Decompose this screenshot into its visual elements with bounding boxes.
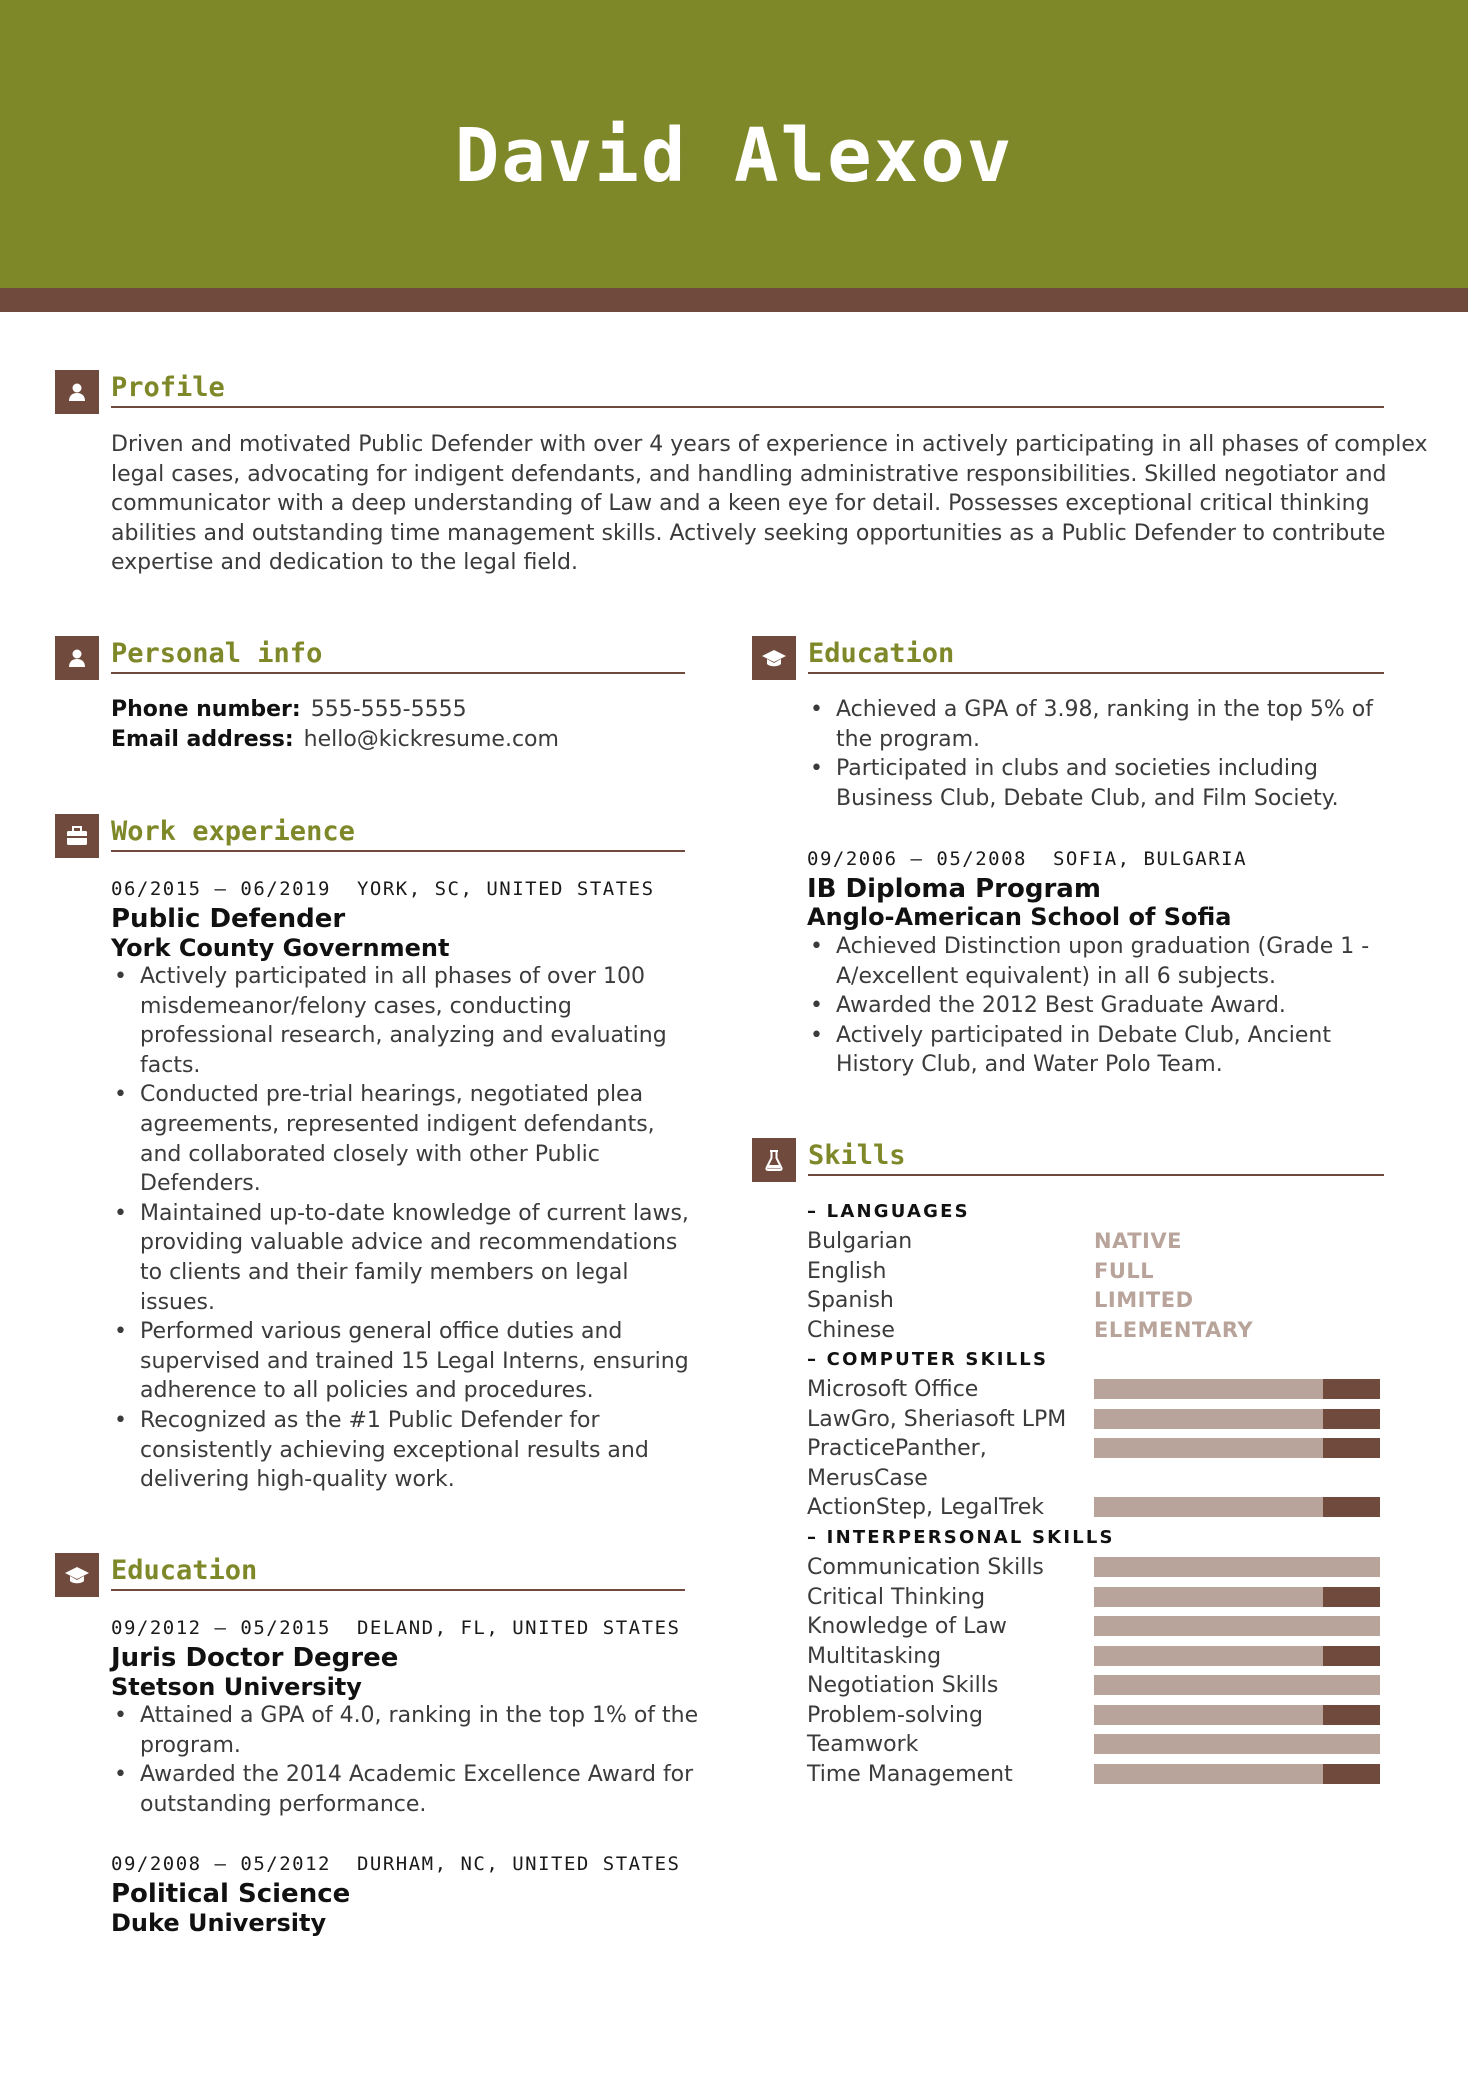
- job-bullets: [111, 962, 691, 1495]
- interpersonal-skills-category: – INTERPERSONAL SKILLS: [807, 1527, 1115, 1548]
- phone-label: Phone number:: [111, 697, 301, 722]
- section-rule: [111, 672, 685, 674]
- skill-level-bar: [1094, 1557, 1380, 1577]
- list-item: • Actively participated in all phases of over 100 misdemeanor/felony cases, conducting professional research, analyzing and evaluating facts.: [111, 962, 691, 1080]
- language-level: NATIVE: [1094, 1229, 1182, 1253]
- work-section-header: [55, 814, 685, 858]
- section-title: Skills: [808, 1140, 906, 1171]
- language-name: Chinese: [807, 1318, 895, 1343]
- skills-section-header: [752, 1138, 1384, 1182]
- skill-name: Knowledge of Law: [807, 1614, 1007, 1639]
- education-meta: [807, 847, 1247, 871]
- job-location: YORK, SC, UNITED STATES: [356, 878, 655, 900]
- skill-bar-marker: [1323, 1438, 1380, 1458]
- profile-line: communicator with a deep understanding of Law and a keen eye for detail. Possesses exceptional critical thinking: [111, 491, 1370, 517]
- list-item: • Performed various general office duties and supervised and trained 15 Legal Interns, ensuring adherence to all policies and procedures.: [111, 1317, 691, 1406]
- skill-name: LawGro, Sheriasoft LPM: [807, 1407, 1067, 1432]
- skill-name: PracticePanther, MerusCase: [807, 1436, 987, 1491]
- language-level: LIMITED: [1094, 1288, 1194, 1312]
- skill-level-bar: [1094, 1409, 1380, 1429]
- section-title: Personal info: [111, 638, 323, 669]
- section-rule: [808, 1174, 1384, 1176]
- skill-level-bar: [1094, 1675, 1380, 1695]
- email-label: Email address:: [111, 727, 294, 752]
- phone-row: [111, 695, 467, 725]
- job-meta: [111, 877, 655, 901]
- computer-skills-category: – COMPUTER SKILLS: [807, 1349, 1049, 1370]
- job-dates: 06/2015 – 06/2019: [111, 878, 331, 900]
- personal-info-section-header: [55, 636, 685, 680]
- list-item: • Attained a GPA of 4.0, ranking in the top 1% of the program.: [111, 1701, 701, 1760]
- user-icon: [55, 370, 99, 414]
- list-item: • Maintained up-to-date knowledge of current laws, providing valuable advice and recommendations to clients and their family members on legal issues.: [111, 1199, 691, 1317]
- header-divider-band: [0, 288, 1468, 312]
- skill-name: Communication Skills: [807, 1555, 1044, 1580]
- skill-name: Microsoft Office: [807, 1377, 979, 1402]
- education-meta: [111, 1852, 680, 1876]
- profile-section-header: [55, 370, 1384, 414]
- user-icon: [55, 636, 99, 680]
- job-title: Public Defender: [111, 904, 346, 934]
- education-location: DELAND, FL, UNITED STATES: [356, 1617, 681, 1639]
- skill-level-bar: [1094, 1497, 1380, 1517]
- language-name: Bulgarian: [807, 1229, 913, 1254]
- section-rule: [111, 1589, 685, 1591]
- degree-title: Juris Doctor Degree: [111, 1643, 399, 1673]
- profile-line: legal cases, advocating for indigent defendants, and handling administrative responsibilities. Skilled negotiator and: [111, 461, 1387, 487]
- section-rule: [111, 850, 685, 852]
- skill-name: Multitasking: [807, 1644, 942, 1669]
- language-name: English: [807, 1259, 887, 1284]
- list-item: • Achieved Distinction upon graduation (Grade 1 - A/excellent equivalent) in all 6 subjects.: [807, 932, 1382, 991]
- education-section-header: [55, 1553, 685, 1597]
- section-title: Work experience: [111, 816, 355, 847]
- briefcase-icon: [55, 814, 99, 858]
- skill-bar-marker: [1323, 1764, 1380, 1784]
- skill-name: Time Management: [807, 1762, 1013, 1787]
- education-bullets: [111, 1701, 701, 1819]
- list-item: • Participated in clubs and societies including Business Club, Debate Club, and Film Society.: [807, 754, 1387, 813]
- education-location: DURHAM, NC, UNITED STATES: [356, 1853, 681, 1875]
- skill-name: ActionStep, LegalTrek: [807, 1495, 1044, 1520]
- skill-bar-marker: [1323, 1705, 1380, 1725]
- email-row: [111, 725, 559, 755]
- profile-summary: [111, 430, 1428, 578]
- education-dates: 09/2006 – 05/2008: [807, 848, 1027, 870]
- section-title: Education: [111, 1555, 258, 1586]
- skill-name: Critical Thinking: [807, 1585, 986, 1610]
- skill-level-bar: [1094, 1438, 1380, 1458]
- education-bullets: [807, 932, 1382, 1080]
- degree-title: IB Diploma Program: [807, 874, 1101, 904]
- skill-bar-marker: [1323, 1409, 1380, 1429]
- phone-value: 555-555-5555: [310, 697, 467, 722]
- candidate-name: David Alexov: [454, 113, 1014, 199]
- list-item: • Actively participated in Debate Club, Ancient History Club, and Water Polo Team.: [807, 1021, 1382, 1080]
- skill-level-bar: [1094, 1379, 1380, 1399]
- languages-category: – LANGUAGES: [807, 1201, 970, 1222]
- skill-level-bar: [1094, 1764, 1380, 1784]
- list-item: • Achieved a GPA of 3.98, ranking in the top 5% of the program.: [807, 695, 1387, 754]
- list-item: • Awarded the 2012 Best Graduate Award.: [807, 991, 1382, 1021]
- school-name: Anglo-American School of Sofia: [807, 903, 1232, 931]
- skill-bar-marker: [1323, 1587, 1380, 1607]
- graduation-cap-icon: [752, 636, 796, 680]
- list-item: • Awarded the 2014 Academic Excellence Award for outstanding performance.: [111, 1760, 701, 1819]
- skill-level-bar: [1094, 1587, 1380, 1607]
- section-rule: [111, 406, 1384, 408]
- education-location: SOFIA, BULGARIA: [1052, 848, 1248, 870]
- flask-icon: [752, 1138, 796, 1182]
- language-name: Spanish: [807, 1288, 894, 1313]
- profile-line: expertise and dedication to the legal field.: [111, 550, 578, 576]
- skill-name: Problem-solving: [807, 1703, 983, 1728]
- language-level: FULL: [1094, 1259, 1155, 1283]
- education-bullets: [807, 695, 1387, 813]
- degree-title: Political Science: [111, 1879, 351, 1909]
- education-section-header: [752, 636, 1384, 680]
- education-dates: 09/2008 – 05/2012: [111, 1853, 331, 1875]
- profile-line: Driven and motivated Public Defender with over 4 years of experience in actively participating in all phases of complex: [111, 432, 1428, 457]
- graduation-cap-icon: [55, 1553, 99, 1597]
- skill-level-bar: [1094, 1705, 1380, 1725]
- skill-name: Teamwork: [807, 1732, 919, 1757]
- skill-bar-marker: [1323, 1379, 1380, 1399]
- profile-line: abilities and outstanding time management skills. Actively seeking opportunities as a Public Defender to contribute: [111, 520, 1386, 546]
- skill-name: Negotiation Skills: [807, 1673, 999, 1698]
- list-item: • Conducted pre-trial hearings, negotiated plea agreements, represented indigent defendants, and collaborated closely with other Public Defenders.: [111, 1080, 691, 1198]
- section-title: Education: [808, 638, 955, 669]
- list-item: • Recognized as the #1 Public Defender for consistently achieving exceptional results and delivering high-quality work.: [111, 1406, 691, 1495]
- skill-bar-marker: [1323, 1646, 1380, 1666]
- skill-level-bar: [1094, 1646, 1380, 1666]
- school-name: Duke University: [111, 1909, 327, 1937]
- skill-bar-marker: [1323, 1497, 1380, 1517]
- school-name: Stetson University: [111, 1673, 362, 1701]
- skill-level-bar: [1094, 1734, 1380, 1754]
- education-meta: [111, 1616, 680, 1640]
- section-title: Profile: [111, 372, 225, 403]
- job-employer: York County Government: [111, 934, 450, 962]
- education-dates: 09/2012 – 05/2015: [111, 1617, 331, 1639]
- email-value: hello@kickresume.com: [303, 727, 559, 752]
- language-level: ELEMENTARY: [1094, 1318, 1254, 1342]
- skill-level-bar: [1094, 1616, 1380, 1636]
- section-rule: [808, 672, 1384, 674]
